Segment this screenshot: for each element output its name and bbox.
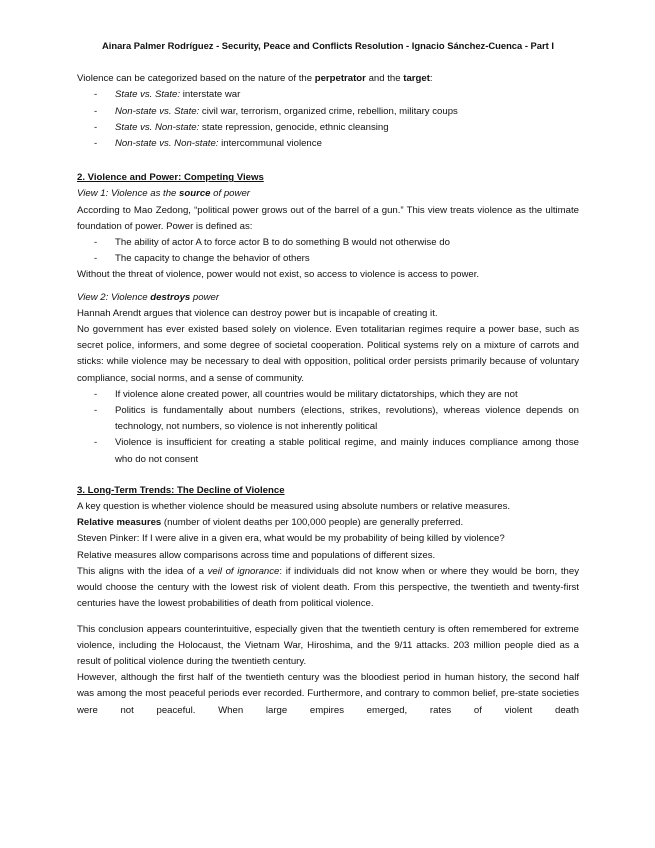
list-item: - Non-state vs. Non-state: intercommunal violence — [77, 136, 579, 152]
list-item: - The capacity to change the behavior of others — [77, 251, 579, 267]
intro-paragraph: Violence can be categorized based on the nature of the perpetrator and the target: — [77, 73, 433, 85]
list-item: - If violence alone created power, all countries would be military dictatorships, which they are not — [77, 387, 579, 403]
document-page — [77, 38, 579, 719]
section3-paragraph-1: A key question is whether violence should be measured using absolute numbers or relative measures. — [77, 501, 511, 513]
section3-paragraph-7: However, although the first half of the twentieth century was the bloodiest period in human history, the second half was among the most peaceful periods ever recorded. Furthermore, and contrary to common belief, pre-state societies were not peaceful. When large empires emerged, rates of violent death — [77, 672, 579, 716]
list-item: - State vs. Non-state: state repression, genocide, ethnic cleansing — [77, 120, 579, 136]
list-item: - Politics is fundamentally about numbers (elections, strikes, revolutions), whereas violence depends on technology, not numbers, so violence is not inherently political — [77, 403, 579, 435]
target-term: target — [403, 73, 430, 85]
section-heading-3: 3. Long-Term Trends: The Decline of Violence — [77, 484, 285, 496]
view2-arguments-list — [77, 387, 579, 468]
page-header: Ainara Palmer Rodríguez - Security, Peace and Conflicts Resolution - Ignacio Sánchez-Cuenca - Part I — [101, 40, 554, 51]
view1-subheading: View 1: Violence as the source of power — [77, 188, 250, 200]
section3-paragraph-2: Relative measures (number of violent deaths per 100,000 people) are generally preferred. — [77, 517, 464, 529]
list-item: - State vs. State: interstate war — [77, 87, 579, 103]
view2-paragraph-2: No government has ever existed based solely on violence. Even totalitarian regimes require a power base, such as secret police, informers, and some degree of societal cooperation. Political systems rely on a mixture of carrots and sticks: while violence may be necessary to deal with opposition, political order persists primarily because of voluntary compliance, social norms, and a sense of community. — [77, 324, 579, 384]
section3-paragraph-6: This conclusion appears counterintuitive, especially given that the twentieth century is often remembered for extreme violence, including the Holocaust, the Vietnam War, Hiroshima, and the 9/11 attacks. 203 million people died as a result of political violence during the twentieth century. — [77, 623, 579, 667]
view2-subheading: View 2: Violence destroys power — [77, 291, 220, 303]
view2-paragraph-1: Hannah Arendt argues that violence can destroy power but is incapable of creating it. — [77, 307, 438, 319]
section3-paragraph-5: This aligns with the idea of a veil of ignorance: if individuals did not know when or where they would be born, they would choose the century with the lowest risk of violent death. From this perspective, the twentieth and twenty-first centuries have the lowest probabilities of death from political violence. — [77, 565, 579, 610]
violence-categories-list — [77, 87, 579, 152]
power-definition-list — [77, 235, 579, 267]
view1-paragraph: According to Mao Zedong, “political power grows out of the barrel of a gun.” This view treats violence as the ultimate foundation of power. Power is defined as: — [77, 204, 579, 232]
list-item: - Non-state vs. State: civil war, terrorism, organized crime, rebellion, military coups — [77, 104, 579, 120]
view1-conclusion: Without the threat of violence, power would not exist, so access to violence is access to power. — [77, 269, 480, 281]
section3-paragraph-4: Relative measures allow comparisons across time and populations of different sizes. — [77, 549, 436, 561]
list-item: - Violence is insufficient for creating a stable political regime, and mainly induces compliance among those who do not consent — [77, 435, 579, 467]
perpetrator-term: perpetrator — [314, 73, 366, 85]
section-heading-2: 2. Violence and Power: Competing Views — [77, 172, 264, 184]
list-item: - The ability of actor A to force actor B to do something B would not otherwise do — [77, 235, 579, 251]
section3-paragraph-3: Steven Pinker: If I were alive in a given era, what would be my probability of being killed by violence? — [77, 533, 505, 545]
